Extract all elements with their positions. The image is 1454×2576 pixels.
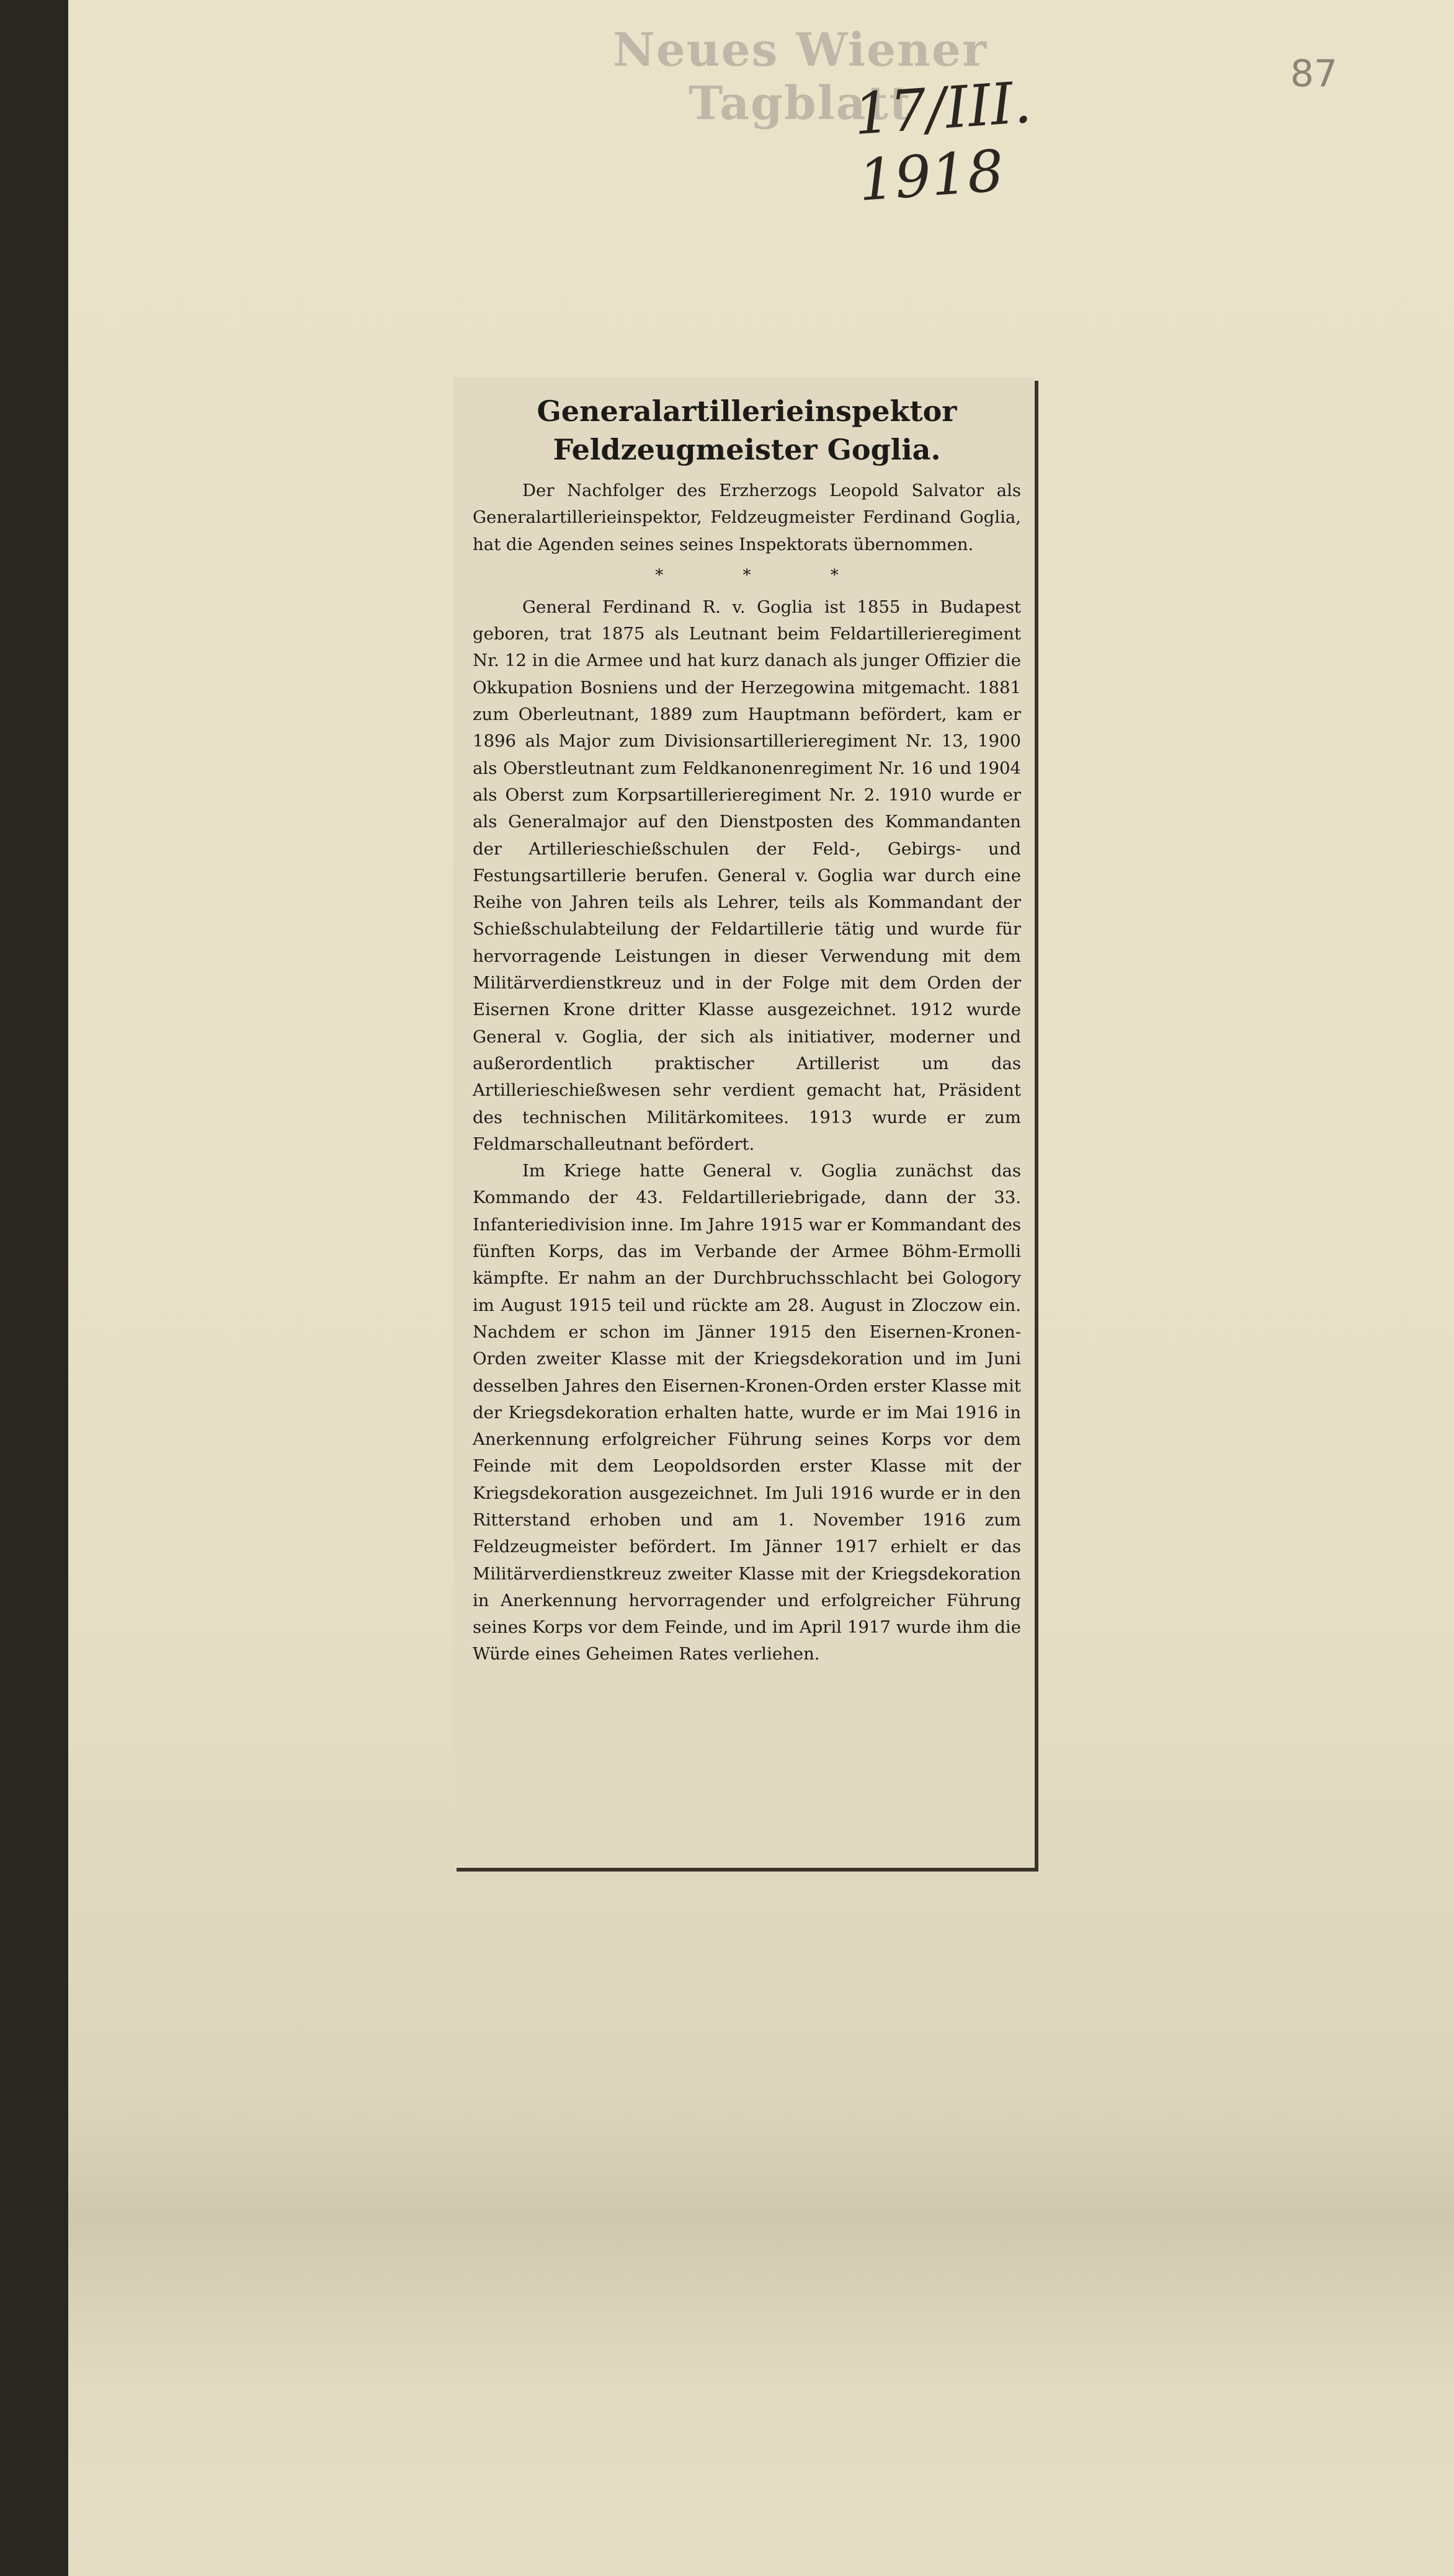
section-separator: * * * <box>655 566 876 585</box>
paper-fold-shadow <box>68 2077 1454 2387</box>
handwritten-date: 17/III. 1918 <box>851 69 1034 214</box>
newspaper-stamp: Neues Wiener Tagblatt <box>613 24 988 130</box>
article-body-paragraph-1: General Ferdinand R. v. Goglia ist 1855 in Budapest geboren, trat 1875 als Leutnant beim Feldartillerieregiment Nr. 12 in die Armee und hat kurz danach als junger Offizier die Okkupation Bosniens und der Herzegowina mitgemacht. 1881 zum Oberleutnant, 1889 zum Hauptmann befördert, kam er 1896 als Major zum Divisionsartillerieregiment Nr. 13, 1900 als Oberstleutnant zum Feldkanonenregiment Nr. 16 und 1904 als Oberst zum Korpsartillerieregiment Nr. 2. 1910 wurde er als Generalmajor auf den Dienstposten des Kommandanten der Artillerieschießschulen der Feld-, Gebirgs- und Festungsartillerie berufen. General v. Goglia war durch eine Reihe von Jahren teils als Lehrer, teils als Kommandant der Schießschulabteilung der Feldartillerie tätig und wurde für hervorragende Leistungen in dieser Verwendung mit dem Militärverdienstkreuz und in der Folge mit dem Orden der Eisernen Krone dritter Klasse ausgezeichnet. 1912 wurde General v. Goglia, der sich als initiativer, moderner und außerordentlich praktischer Artillerist um das Artillerieschießwesen sehr verdient gemacht hat, Präsident des technischen Militärkomitees. 1913 wurde er zum Feldmarschalleutnant befördert. <box>473 597 1021 1154</box>
article-headline: Generalartillerieinspektor Feldzeugmeister Goglia. <box>537 394 957 466</box>
page-number: 87 <box>1290 52 1338 95</box>
article-body-paragraph-2: Im Kriege hatte General v. Goglia zunächst das Kommando der 43. Feldartilleriebrigade, dann der 33. Infanteriedivision inne. Im Jahre 1915 war er Kommandant des fünften Korps, das im Verbande der Armee Böhm-Ermolli kämpfte. Er nahm an der Durchbruchsschlacht bei Gologory im August 1915 teil und rückte am 28. August in Zloczow ein. Nachdem er schon im Jänner 1915 den Eisernen-Kronen-Orden zweiter Klasse mit der Kriegsdekoration und im Juni desselben Jahres den Eisernen-Kronen-Orden erster Klasse mit der Kriegsdekoration erhalten hatte, wurde er im Mai 1916 in Anerkennung erfolgreicher Führung seines Korps vor dem Feinde mit dem Leopoldsorden erster Klasse mit der Kriegsdekoration ausgezeichnet. Im Juli 1916 wurde er in den Ritterstand erhoben und am 1. November 1916 zum Feldzeugmeister befördert. Im Jänner 1917 erhielt er das Militärverdienstkreuz zweiter Klasse mit der Kriegsdekoration in Anerkennung hervorragender und erfolgreicher Führung seines Korps vor dem Feinde, und im April 1917 wurde ihm die Würde eines Geheimen Rates verliehen. <box>473 1161 1021 1664</box>
article-intro: Der Nachfolger des Erzherzogs Leopold Salvator als Generalartillerieinspektor, Feldzeugmeister Ferdinand Goglia, hat die Agenden seines seines Inspektorats übernommen. <box>473 481 1021 554</box>
newspaper-clipping <box>453 377 1035 1868</box>
